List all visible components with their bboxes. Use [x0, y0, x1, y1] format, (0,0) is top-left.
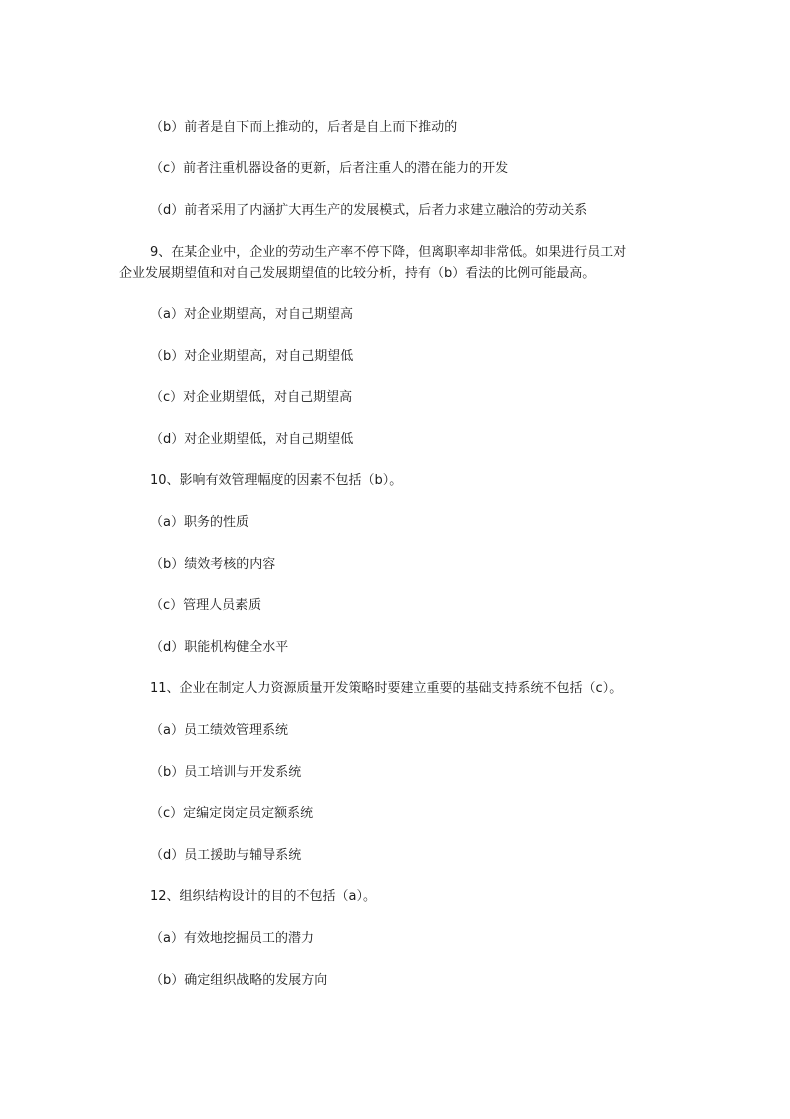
- question-line: 9、在某企业中，企业的劳动生产率不停下降，但离职率却非常低。如果进行员工对: [150, 245, 627, 260]
- option-line: （c）对企业期望低，对自己期望高: [150, 390, 353, 405]
- option-line: （c）前者注重机器设备的更新，后者注重人的潜在能力的开发: [150, 161, 509, 176]
- option-line: （b）员工培训与开发系统: [150, 765, 302, 780]
- option-line: （d）员工援助与辅导系统: [150, 848, 302, 863]
- option-line: （d）职能机构健全水平: [150, 640, 289, 655]
- option-line: （b）前者是自下而上推动的，后者是自上而下推动的: [150, 120, 458, 135]
- option-line: （a）有效地挖掘员工的潜力: [150, 931, 314, 946]
- question-line: 12、组织结构设计的目的不包括（a）。: [150, 889, 377, 904]
- option-line: （a）对企业期望高，对自己期望高: [150, 307, 353, 322]
- option-line: （c）定编定岗定员定额系统: [150, 806, 314, 821]
- question-line: 10、影响有效管理幅度的因素不包括（b）。: [150, 473, 403, 488]
- option-line: （d）前者采用了内涵扩大再生产的发展模式，后者力求建立融洽的劳动关系: [150, 203, 588, 218]
- option-line: （a）职务的性质: [150, 515, 249, 530]
- option-line: （d）对企业期望低，对自己期望低: [150, 432, 354, 447]
- option-line: （b）绩效考核的内容: [150, 557, 276, 572]
- question-line: 企业发展期望值和对自己发展期望值的比较分析，持有（b）看法的比例可能最高。: [119, 266, 596, 281]
- option-line: （b）对企业期望高，对自己期望低: [150, 349, 354, 364]
- option-line: （c）管理人员素质: [150, 598, 262, 613]
- option-line: （a）员工绩效管理系统: [150, 723, 288, 738]
- question-line: 11、企业在制定人力资源质量开发策略时要建立重要的基础支持系统不包括（c）。: [150, 681, 623, 696]
- option-line: （b）确定组织战略的发展方向: [150, 973, 328, 988]
